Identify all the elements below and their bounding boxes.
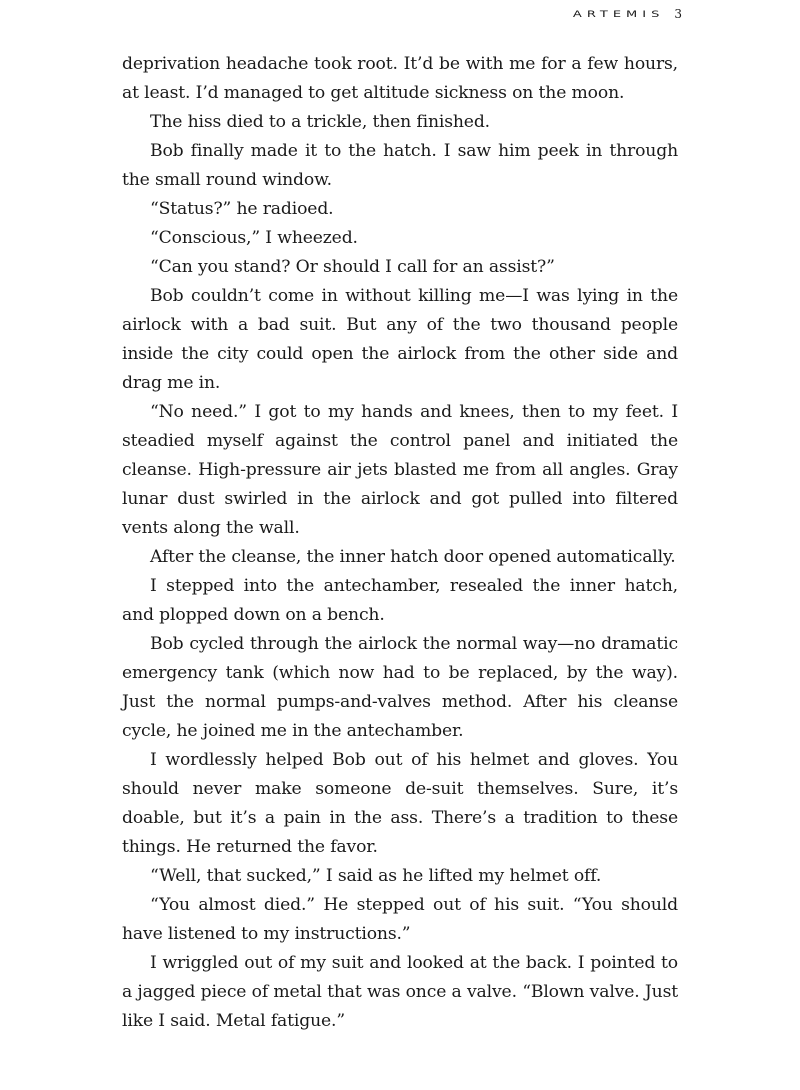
running-head <box>573 4 682 24</box>
paragraph: “Well, that sucked,” I said as he lifted my helmet off. <box>150 866 602 886</box>
paragraph: I wriggled out of my suit and looked at the back. I pointed to a jagged piece of metal that was once a valve. “Blown valve. Just like I said. Metal fatigue.” <box>122 953 678 1031</box>
paragraph: I wordlessly helped Bob out of his helmet and gloves. You should never make someone de-suit themselves. Sure, it’s doable, but it’s a pain in the ass. There’s a tradition to these things. He returned the favor. <box>122 750 678 857</box>
paragraph: Bob couldn’t come in without killing me—I was lying in the airlock with a bad suit. But any of the two thousand people inside the city could open the airlock from the other side and drag me in. <box>122 286 678 393</box>
paragraph: The hiss died to a trickle, then finished. <box>150 112 490 132</box>
paragraph: “No need.” I got to my hands and knees, then to my feet. I steadied myself against the control panel and initiated the cleanse. High-pressure air jets blasted me from all angles. Gray lunar dust swirled in the airlock and got pulled into filtered vents along the wall. <box>122 402 678 538</box>
paragraph: “Conscious,” I wheezed. <box>150 228 358 248</box>
paragraph: Bob cycled through the airlock the normal way—no dramatic emergency tank (which now had to be replaced, by the way). Just the normal pumps-and-valves method. After his cleanse cycle, he joined me in the antechamber. <box>122 634 678 741</box>
paragraph: “Can you stand? Or should I call for an assist?” <box>150 257 555 277</box>
paragraph: “Status?” he radioed. <box>150 199 334 219</box>
page-number: 3 <box>674 7 682 21</box>
paragraph: “You almost died.” He stepped out of his suit. “You should have listened to my instructions.” <box>122 895 678 944</box>
paragraph: deprivation headache took root. It’d be with me for a few hours, at least. I’d managed to get altitude sickness on the moon. <box>122 54 678 103</box>
paragraph: After the cleanse, the inner hatch door opened automatically. <box>150 547 676 567</box>
book-title: ARTEMIS <box>572 8 665 20</box>
body-text <box>122 50 678 1036</box>
paragraph: I stepped into the antechamber, resealed the inner hatch, and plopped down on a bench. <box>122 576 678 625</box>
paragraph: Bob finally made it to the hatch. I saw him peek in through the small round window. <box>122 141 678 190</box>
